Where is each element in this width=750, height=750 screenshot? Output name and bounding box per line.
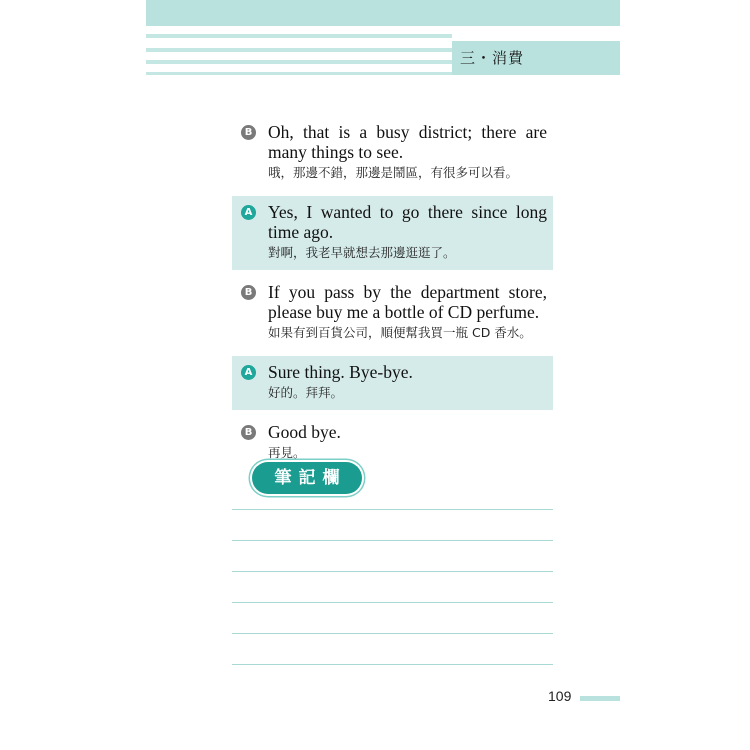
notes-heading: 筆記欄 bbox=[274, 468, 347, 488]
chinese-translation: 再見。 bbox=[268, 445, 306, 460]
speaker-a-badge: A bbox=[241, 205, 256, 220]
english-text: Yes, I wanted to go there since long time ago. bbox=[268, 202, 547, 242]
chinese-translation: 對啊，我老早就想去那邊逛逛了。 bbox=[268, 245, 456, 260]
note-line bbox=[232, 602, 553, 603]
chinese-translation: 如果有到百貨公司，順便幫我買一瓶 CD 香水。 bbox=[268, 325, 532, 340]
speaker-b-badge: B bbox=[241, 285, 256, 300]
dialogue-line bbox=[232, 276, 553, 350]
english-text: Oh, that is a busy district; there are many things to see. bbox=[268, 122, 547, 162]
page-number: 109 bbox=[548, 688, 572, 704]
notes-heading-pill bbox=[252, 462, 362, 494]
english-text: Sure thing. Bye-bye. bbox=[268, 362, 413, 382]
note-line bbox=[232, 664, 553, 665]
header-stripe-3 bbox=[146, 60, 452, 64]
header-stripe-4 bbox=[146, 72, 452, 75]
dialogue bbox=[232, 116, 553, 476]
header-band bbox=[146, 0, 620, 26]
note-line bbox=[232, 509, 553, 510]
speaker-a-badge: A bbox=[241, 365, 256, 380]
note-line bbox=[232, 633, 553, 634]
english-text: If you pass by the department store, please buy me a bottle of CD perfume. bbox=[268, 282, 547, 322]
header-stripe-2 bbox=[146, 48, 452, 52]
dialogue-line bbox=[232, 356, 553, 410]
english-text: Good bye. bbox=[268, 422, 341, 442]
speaker-b-badge: B bbox=[241, 425, 256, 440]
chinese-translation: 哦，那邊不錯，那邊是鬧區，有很多可以看。 bbox=[268, 165, 519, 180]
speaker-b-badge: B bbox=[241, 125, 256, 140]
dialogue-line bbox=[232, 116, 553, 190]
chapter-title: 三・消費 bbox=[460, 49, 525, 67]
note-line bbox=[232, 540, 553, 541]
note-line bbox=[232, 571, 553, 572]
footer-bar bbox=[580, 696, 620, 701]
dialogue-line bbox=[232, 196, 553, 270]
chinese-translation: 好的。拜拜。 bbox=[268, 385, 344, 400]
header-stripe-1 bbox=[146, 34, 452, 38]
